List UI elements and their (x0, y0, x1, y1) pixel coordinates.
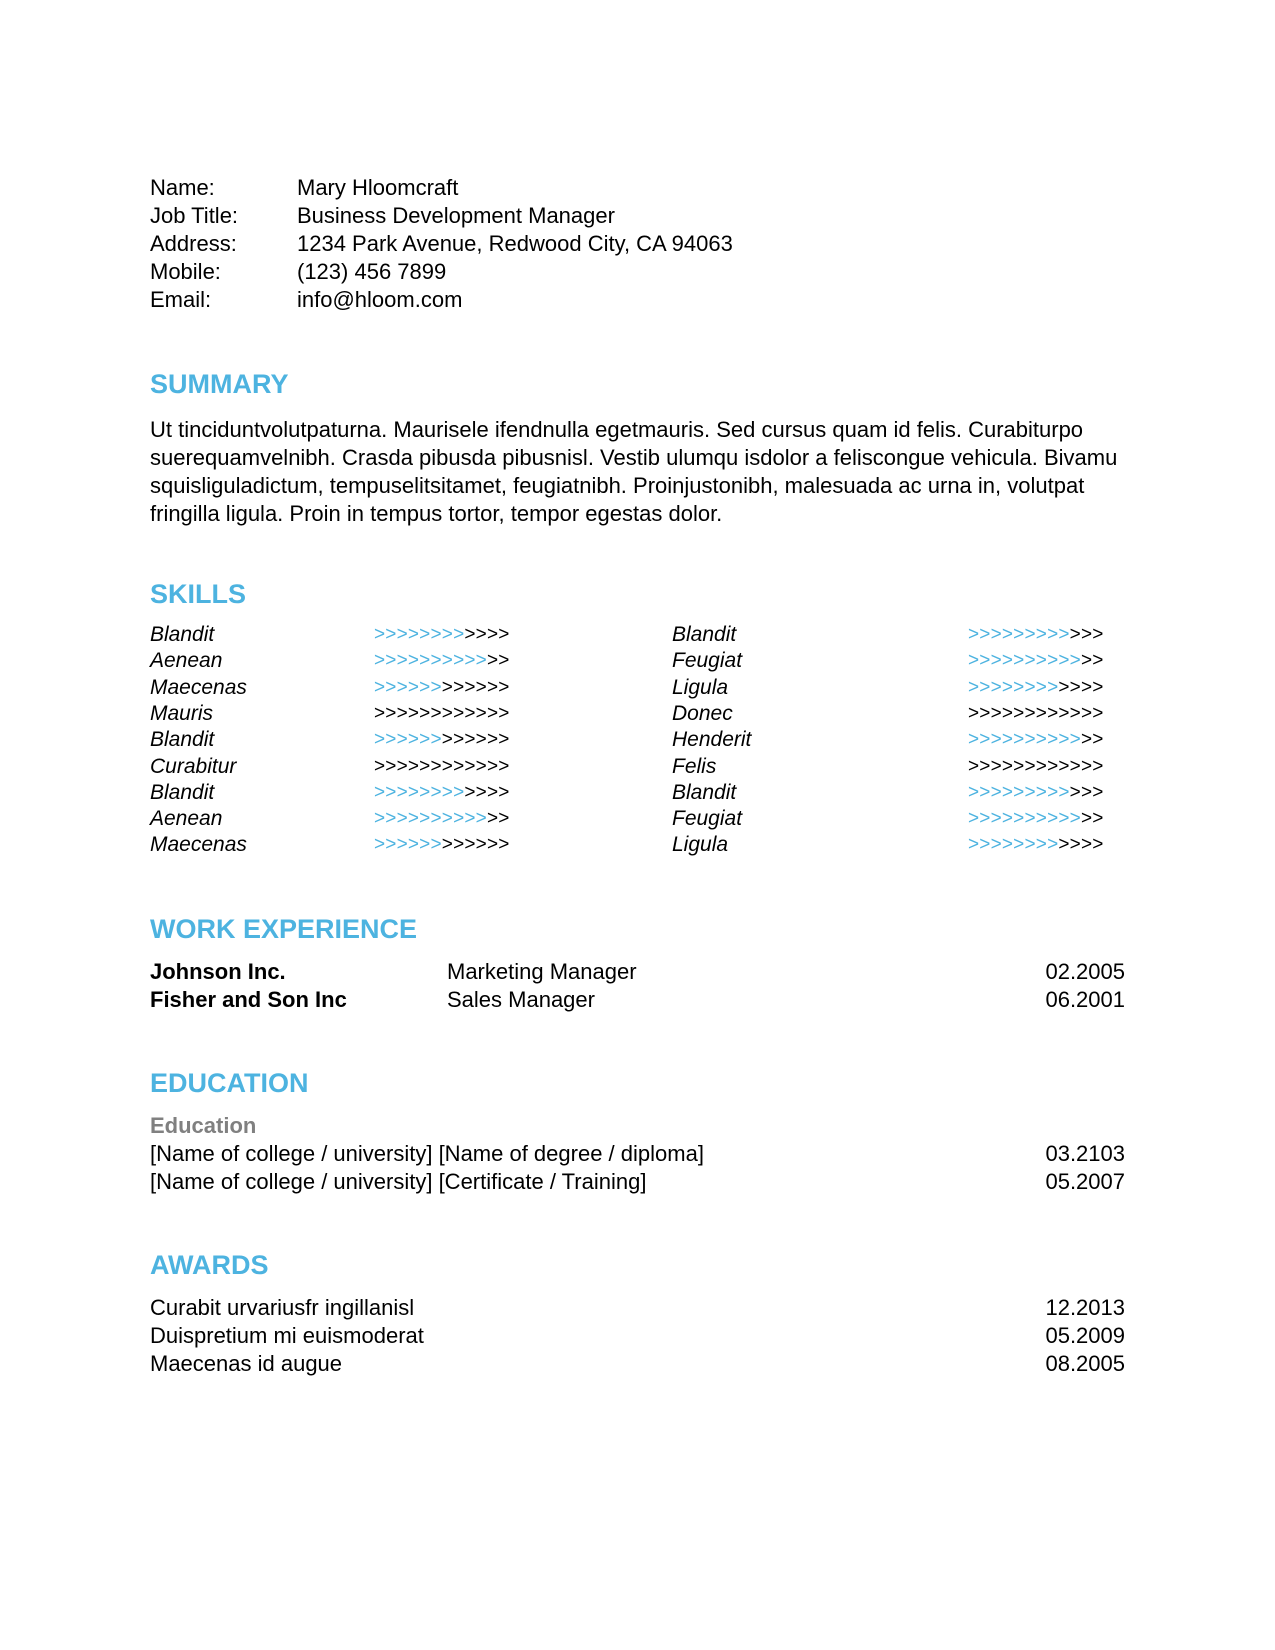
skill-level-empty: >>>>>> (441, 729, 510, 750)
skill-name: Feugiat (672, 807, 743, 830)
skill-level-filled: >>>>>>>>>> (968, 808, 1081, 829)
education-heading: EDUCATION (150, 1068, 309, 1098)
skill-level-empty: >>>> (1058, 677, 1104, 698)
skill-level-empty: >>>> (464, 624, 510, 645)
skill-level-filled: >>>>>>>>>> (374, 808, 487, 829)
skill-name: Henderit (672, 728, 752, 751)
award-date: 05.2009 (1045, 1323, 1125, 1348)
award-text: Duispretium mi euismoderat (150, 1323, 424, 1348)
skill-level-empty: >> (486, 808, 510, 829)
skill-name: Blandit (672, 781, 737, 804)
contact-value-address: 1234 Park Avenue, Redwood City, CA 94063 (297, 231, 733, 256)
contact-label-address: Address: (150, 231, 237, 256)
skill-name: Ligula (672, 833, 729, 856)
skill-name: Blandit (672, 623, 737, 646)
skill-level-empty: >>>>>> (441, 834, 510, 855)
skill-level-filled: >>>>>> (374, 729, 442, 750)
education-date: 05.2007 (1045, 1169, 1125, 1194)
skill-level-filled: >>>>>> (374, 834, 442, 855)
skill-name: Maecenas (150, 833, 247, 856)
skill-level-bar (374, 675, 510, 701)
contact-label-job-title: Job Title: (150, 203, 239, 228)
contact-value-name: Mary Hloomcraft (297, 175, 459, 200)
work-date: 02.2005 (1045, 959, 1125, 984)
skill-level-filled: >>>>>>>> (374, 782, 465, 803)
skill-level-empty: >>> (1069, 782, 1104, 803)
skill-name: Ligula (672, 676, 729, 699)
skill-level-bar (968, 675, 1104, 701)
contact-label-mobile: Mobile: (150, 259, 221, 284)
skill-level-filled: >>>>>> (374, 677, 442, 698)
skill-level-bar (374, 727, 510, 753)
contact-value-job-title: Business Development Manager (297, 203, 615, 228)
skill-level-filled: >>>>>>>> (374, 624, 465, 645)
skill-name: Maecenas (150, 676, 247, 699)
skill-level-bar (968, 806, 1104, 832)
education-subheading: Education (150, 1113, 257, 1138)
work-experience-heading: WORK EXPERIENCE (150, 914, 418, 944)
skill-level-bar (968, 754, 1104, 780)
work-date: 06.2001 (1045, 987, 1125, 1012)
award-text: Curabit urvariusfr ingillanisl (150, 1295, 415, 1320)
work-role: Marketing Manager (447, 959, 637, 984)
skill-name: Blandit (150, 781, 215, 804)
skill-level-empty: >> (1080, 729, 1104, 750)
skill-name: Donec (672, 702, 733, 725)
education-text: [Name of college / university] [Name of degree / diploma] (150, 1141, 704, 1166)
skill-level-empty: >>>> (464, 782, 510, 803)
skill-level-bar (968, 780, 1104, 806)
skill-level-empty: >>> (1069, 624, 1104, 645)
skill-name: Aenean (150, 649, 223, 672)
skill-level-filled: >>>>>>>>>> (968, 650, 1081, 671)
skill-name: Felis (672, 755, 717, 778)
skill-level-bar (374, 832, 510, 858)
summary-text: Ut tinciduntvolutpaturna. Maurisele ifendnulla egetmauris. Sed cursus quam id felis. Curabiturpo suerequamvelnibh. Crasda pibusda pibusnisl. Vestib ulumqu isdolor a feliscongue vehicula. Bivamu squisliguladictum, tempuselitsitamet, feugiatnibh. Proinjustonibh, malesuada ac urna in, volutpat fringilla ligula. Proin in tempus tortor, tempor egestas dolor. (150, 417, 1118, 526)
education-text: [Name of college / university] [Certificate / Training] (150, 1169, 647, 1194)
skills-heading: SKILLS (150, 579, 247, 609)
skill-level-bar (968, 701, 1104, 727)
skill-level-bar (374, 622, 510, 648)
skill-level-filled: >>>>>>>> (968, 677, 1059, 698)
skill-level-filled: >>>>>>>>> (968, 624, 1070, 645)
skill-level-bar (968, 727, 1104, 753)
work-role: Sales Manager (447, 987, 595, 1012)
skill-level-bar (374, 648, 510, 674)
skill-level-filled: >>>>>>>> (968, 834, 1059, 855)
skill-name: Feugiat (672, 649, 743, 672)
skill-level-filled: >>>>>>>>> (968, 782, 1070, 803)
summary-heading: SUMMARY (150, 369, 289, 399)
skill-level-empty: >> (1080, 808, 1104, 829)
award-text: Maecenas id augue (150, 1351, 343, 1376)
contact-value-mobile: (123) 456 7899 (297, 259, 447, 284)
skill-level-filled: >>>>>>>>>> (374, 650, 487, 671)
contact-label-email: Email: (150, 287, 212, 312)
skill-level-empty: >>>>>>>>>>>> (968, 756, 1104, 777)
work-company: Johnson Inc. (150, 959, 286, 984)
skill-level-bar (968, 622, 1104, 648)
award-date: 12.2013 (1045, 1295, 1125, 1320)
skill-level-bar (374, 701, 510, 727)
skill-level-empty: >>>>>> (441, 677, 510, 698)
skill-level-empty: >> (486, 650, 510, 671)
skill-level-empty: >>>>>>>>>>>> (374, 703, 510, 724)
contact-label-name: Name: (150, 175, 215, 200)
skill-level-empty: >>>> (1058, 834, 1104, 855)
skill-level-empty: >> (1080, 650, 1104, 671)
contact-value-email: info@hloom.com (297, 287, 463, 312)
skill-level-empty: >>>>>>>>>>>> (374, 756, 510, 777)
skill-name: Blandit (150, 728, 215, 751)
award-date: 08.2005 (1045, 1351, 1125, 1376)
awards-heading: AWARDS (150, 1250, 269, 1280)
skill-level-bar (374, 780, 510, 806)
skill-name: Blandit (150, 623, 215, 646)
skill-name: Mauris (150, 702, 214, 725)
skill-name: Curabitur (150, 755, 237, 778)
skill-level-empty: >>>>>>>>>>>> (968, 703, 1104, 724)
education-date: 03.2103 (1045, 1141, 1125, 1166)
skill-level-bar (968, 832, 1104, 858)
skill-level-filled: >>>>>>>>>> (968, 729, 1081, 750)
skill-level-bar (968, 648, 1104, 674)
skill-level-bar (374, 754, 510, 780)
work-company: Fisher and Son Inc (150, 987, 347, 1012)
skill-level-bar (374, 806, 510, 832)
skill-name: Aenean (150, 807, 223, 830)
